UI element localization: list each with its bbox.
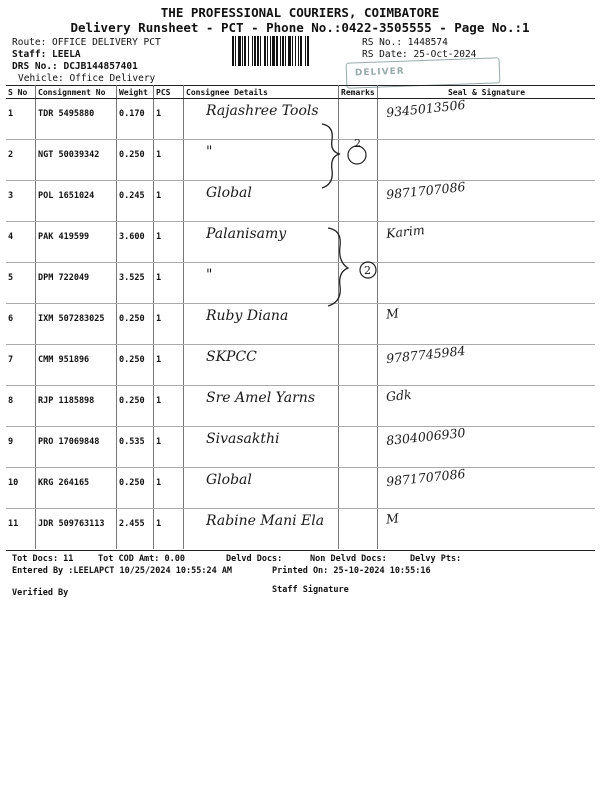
cell-weight: 0.250 xyxy=(117,345,154,386)
total-cod-amount: Tot COD Amt: 0.00 xyxy=(98,554,185,564)
cell-consignee xyxy=(184,222,339,263)
handwritten-consignee: Global xyxy=(206,472,252,488)
entered-by: Entered By :LEELAPCT 10/25/2024 10:55:24 AM xyxy=(12,566,233,576)
cell-pcs: 1 xyxy=(154,99,184,140)
barcode-bar xyxy=(260,36,261,66)
cell-weight: 0.250 xyxy=(117,386,154,427)
cell-weight: 3.525 xyxy=(117,263,154,304)
delivered-docs: Delvd Docs: xyxy=(226,554,283,564)
handwritten-consignee: Ruby Diana xyxy=(206,308,289,324)
cell-sno: 1 xyxy=(6,99,36,140)
cell-pcs: 1 xyxy=(154,140,184,181)
staff-label: Staff: LEELA xyxy=(12,49,81,60)
barcode-bar xyxy=(282,36,284,66)
barcode-bar xyxy=(264,36,266,66)
cell-remarks xyxy=(339,509,378,550)
table-row xyxy=(6,99,595,140)
cell-consignment-no: DPM 722049 xyxy=(36,263,117,304)
cell-signature xyxy=(378,222,596,263)
col-header-weight: Weight xyxy=(117,86,154,99)
delivery-points: Delvy Pts: xyxy=(410,554,462,564)
cell-weight: 3.600 xyxy=(117,222,154,263)
col-header-pcs: PCS xyxy=(154,86,184,99)
col-header-remarks: Remarks xyxy=(339,86,378,99)
barcode-bar xyxy=(305,36,306,66)
barcode-bar xyxy=(272,36,275,66)
delivered-stamp xyxy=(346,57,501,88)
cell-pcs: 1 xyxy=(154,345,184,386)
col-header-consignee: Consignee Details xyxy=(184,86,339,99)
col-header-consignment: Consignment No xyxy=(36,86,117,99)
barcode-bar xyxy=(242,36,243,66)
cell-weight: 0.250 xyxy=(117,140,154,181)
cell-pcs: 1 xyxy=(154,386,184,427)
table-header-row xyxy=(6,86,595,99)
barcode-bar xyxy=(276,36,278,66)
handwritten-consignee: Rajashree Tools xyxy=(206,103,319,119)
barcode-bar xyxy=(270,36,271,66)
cell-consignment-no: RJP 1185898 xyxy=(36,386,117,427)
non-delivered-docs: Non Delvd Docs: xyxy=(310,554,387,564)
table-row xyxy=(6,427,595,468)
cell-pcs: 1 xyxy=(154,181,184,222)
handwritten-consignee: SKPCC xyxy=(206,349,257,365)
table-row xyxy=(6,222,595,263)
table-row xyxy=(6,263,595,304)
barcode-bar xyxy=(298,36,299,66)
cell-consignment-no: JDR 509763113 xyxy=(36,509,117,550)
total-docs: Tot Docs: 11 xyxy=(12,554,74,564)
cell-consignment-no: TDR 5495880 xyxy=(36,99,117,140)
cell-signature xyxy=(378,342,596,386)
cell-signature xyxy=(378,140,596,181)
cell-signature xyxy=(378,263,596,304)
cell-sno: 5 xyxy=(6,263,36,304)
bracket-group-1 xyxy=(312,118,372,198)
runsheet-subtitle: Delivery Runsheet - PCT - Phone No.:0422-3505555 - Page No.:1 xyxy=(70,20,530,35)
cell-consignee xyxy=(184,345,339,386)
cell-remarks xyxy=(339,345,378,386)
col-header-sno: S No xyxy=(6,86,36,99)
cell-remarks xyxy=(339,468,378,509)
cell-weight: 0.250 xyxy=(117,468,154,509)
handwritten-consignee: Rabine Mani Ela xyxy=(206,513,325,529)
cell-consignment-no: PAK 419599 xyxy=(36,222,117,263)
cell-sno: 10 xyxy=(6,468,36,509)
barcode-bar xyxy=(232,36,234,66)
cell-consignment-no: IXM 507283025 xyxy=(36,304,117,345)
cell-sno: 6 xyxy=(6,304,36,345)
bracket-group-2 xyxy=(322,222,382,312)
cell-consignee xyxy=(184,509,339,550)
cell-signature xyxy=(378,424,596,468)
cell-consignment-no: PRO 17069848 xyxy=(36,427,117,468)
rs-date: RS Date: 25-Oct-2024 xyxy=(362,49,477,60)
cell-sno: 8 xyxy=(6,386,36,427)
barcode-bar xyxy=(244,36,246,66)
drs-number: DRS No.: DCJB144857401 xyxy=(12,61,138,72)
cell-consignment-no: CMM 951896 xyxy=(36,345,117,386)
staff-signature-label: Staff Signature xyxy=(272,585,349,595)
cell-consignment-no: NGT 50039342 xyxy=(36,140,117,181)
barcode-bar xyxy=(238,36,241,66)
cell-consignee xyxy=(184,427,339,468)
cell-consignee xyxy=(184,386,339,427)
barcode-bar xyxy=(254,36,256,66)
handwritten-consignee: Global xyxy=(206,185,252,201)
runsheet-rows xyxy=(6,96,595,550)
barcode-image xyxy=(230,36,354,66)
handwritten-signature: Karim xyxy=(385,222,426,241)
cell-signature xyxy=(378,509,596,550)
cell-signature xyxy=(378,386,596,427)
runsheet-table xyxy=(6,85,595,549)
cell-consignee xyxy=(184,304,339,345)
cell-pcs: 1 xyxy=(154,222,184,263)
handwritten-consignee: " xyxy=(206,267,213,283)
cell-weight: 2.455 xyxy=(117,509,154,550)
bracket-group-1-count: 2 xyxy=(354,137,361,150)
handwritten-signature: 9787745984 xyxy=(385,342,467,367)
cell-pcs: 1 xyxy=(154,427,184,468)
col-header-signature: Seal & Signature xyxy=(378,86,596,99)
bracket-group-2-count: 2 xyxy=(364,264,371,277)
cell-signature xyxy=(378,465,596,509)
handwritten-signature: M xyxy=(385,510,400,527)
cell-consignment-no: POL 1651024 xyxy=(36,181,117,222)
handwritten-consignee: Palanisamy xyxy=(206,226,287,242)
barcode-bar xyxy=(292,36,293,66)
cell-consignment-no: KRG 264165 xyxy=(36,468,117,509)
cell-weight: 0.250 xyxy=(117,304,154,345)
table-row xyxy=(6,140,595,181)
handwritten-consignee: Sre Amel Yarns xyxy=(206,390,316,406)
cell-sno: 4 xyxy=(6,222,36,263)
handwritten-signature: Gdk xyxy=(385,386,413,405)
barcode-bar xyxy=(288,36,291,66)
stamp-text: DELIVER xyxy=(354,66,405,79)
cell-sno: 2 xyxy=(6,140,36,181)
barcode-bar xyxy=(235,36,236,66)
table-bottom-rule xyxy=(6,550,595,551)
table-row xyxy=(6,181,595,222)
handwritten-signature: 8304006930 xyxy=(385,424,467,449)
barcode-bar xyxy=(267,36,268,66)
cell-pcs: 1 xyxy=(154,304,184,345)
handwritten-consignee: Sivasakthi xyxy=(206,431,280,447)
cell-signature xyxy=(378,96,596,140)
barcode-bar xyxy=(248,36,249,66)
handwritten-signature: 9345013506 xyxy=(385,96,467,121)
cell-sno: 11 xyxy=(6,509,36,550)
cell-weight: 0.170 xyxy=(117,99,154,140)
handwritten-signature: M xyxy=(385,305,400,322)
company-title: THE PROFESSIONAL COURIERS, COIMBATORE xyxy=(160,5,440,20)
handwritten-signature: 9871707086 xyxy=(385,465,467,490)
cell-weight: 0.245 xyxy=(117,181,154,222)
handwritten-signature: 9871707086 xyxy=(385,178,467,203)
table-row xyxy=(6,345,595,386)
cell-sno: 7 xyxy=(6,345,36,386)
cell-sno: 3 xyxy=(6,181,36,222)
cell-pcs: 1 xyxy=(154,468,184,509)
route-label: Route: OFFICE DELIVERY PCT xyxy=(12,37,161,48)
cell-signature xyxy=(378,178,596,222)
barcode-bar xyxy=(280,36,281,66)
table-row xyxy=(6,386,595,427)
table-row xyxy=(6,468,595,509)
cell-remarks xyxy=(339,427,378,468)
barcode-bar xyxy=(252,36,253,66)
barcode-bar xyxy=(307,36,309,66)
table-row xyxy=(6,304,595,345)
cell-remarks xyxy=(339,386,378,427)
handwritten-consignee: " xyxy=(206,144,213,160)
verified-by-label: Verified By xyxy=(12,588,69,598)
cell-signature xyxy=(378,304,596,345)
rs-number: RS No.: 1448574 xyxy=(362,37,448,48)
cell-pcs: 1 xyxy=(154,263,184,304)
cell-consignee xyxy=(184,468,339,509)
vehicle-label: Vehicle: Office Delivery xyxy=(18,73,156,84)
table-row xyxy=(6,509,595,550)
cell-consignee xyxy=(184,263,339,304)
barcode-bar xyxy=(300,36,302,66)
barcode-bar xyxy=(257,36,259,66)
barcode-bar xyxy=(285,36,286,66)
barcode-bar xyxy=(295,36,296,66)
cell-pcs: 1 xyxy=(154,509,184,550)
cell-weight: 0.535 xyxy=(117,427,154,468)
printed-on: Printed On: 25-10-2024 10:55:16 xyxy=(272,566,431,576)
cell-sno: 9 xyxy=(6,427,36,468)
